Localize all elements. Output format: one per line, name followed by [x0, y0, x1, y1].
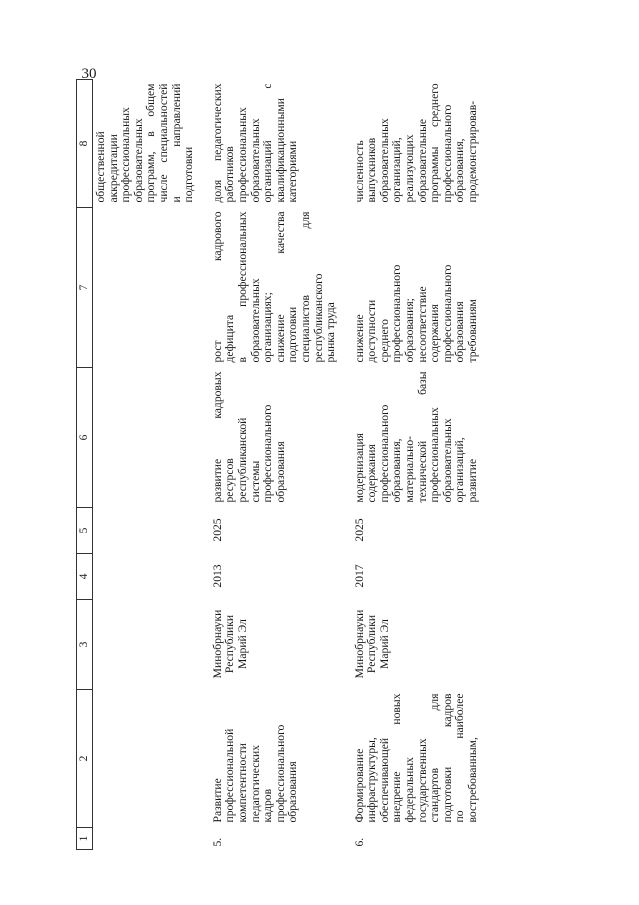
cell-line: профессионального	[377, 404, 391, 503]
cell-line: программ, в общем	[144, 83, 158, 203]
cell-line: подготовки кадров	[440, 693, 454, 823]
cell-line: категориями	[286, 140, 300, 203]
row-result	[210, 368, 352, 508]
cell-line: образования,	[390, 438, 404, 503]
program-table	[76, 79, 494, 850]
cell-line: стандартов для	[428, 693, 442, 823]
continuation-row	[93, 80, 210, 850]
cell-line: образовательные	[415, 118, 429, 203]
cell-line: рост кадрового	[210, 211, 224, 363]
col-header-7: 7	[77, 208, 93, 368]
cell-line: среднего	[377, 319, 391, 363]
cell-line: востребованным,	[466, 737, 480, 823]
cell-line: Республики	[365, 614, 379, 674]
col-header-5: 5	[77, 508, 93, 554]
cell-line: развитие кадровых	[210, 371, 224, 503]
cell-line: педагогических	[248, 744, 262, 823]
cell-line: профессионального	[390, 264, 404, 363]
cell-line: профессионального	[273, 724, 287, 823]
cell-line: Республики	[223, 614, 237, 674]
cell-line: республиканского	[311, 273, 325, 363]
cell-line: общественной	[94, 131, 107, 203]
row-indicators	[352, 80, 494, 208]
cell-line: доступности	[365, 299, 379, 363]
cell-line: образования	[273, 441, 287, 503]
table-row	[210, 80, 352, 850]
row-end-year: 2025	[352, 518, 366, 542]
cell-line: работников	[223, 146, 237, 203]
cell-line: федеральных	[403, 757, 417, 823]
cell-line: профессиональных	[428, 407, 442, 503]
cell-line: снижение качества	[273, 211, 287, 363]
row-risks	[210, 208, 352, 368]
cell-line: требованиям	[466, 299, 480, 363]
cell-line: внедрение новых	[390, 693, 404, 823]
row-ministry	[352, 600, 494, 690]
header-row	[77, 80, 93, 850]
rotated-table-page	[76, 80, 636, 850]
cell-line: содержания	[428, 304, 442, 363]
cell-line: содержания	[365, 444, 379, 503]
col-header-4: 4	[77, 554, 93, 600]
cell-line: организаций,	[390, 137, 404, 203]
cell-line: и направлений	[169, 83, 183, 203]
cell-line: Минобрнауки	[210, 609, 224, 679]
cell-line: кадров	[261, 788, 275, 823]
cell-line: Марий Эл	[235, 619, 249, 669]
col-header-8: 8	[77, 80, 93, 208]
cell-line: образовательных	[440, 418, 454, 503]
table-row	[352, 80, 494, 850]
cell-line: ресурсов	[223, 458, 237, 503]
cell-line: образовательных	[248, 278, 262, 363]
cell-line: продемонстрировав-	[466, 100, 480, 203]
cell-line: профессиональных	[235, 107, 249, 203]
cell-line: республиканской	[235, 417, 249, 503]
cell-line: профессионального	[440, 104, 454, 203]
cell-line: по наиболее	[453, 693, 467, 823]
cell-line: аккредитации	[106, 134, 120, 203]
page-number: 30	[81, 66, 97, 82]
row-number: 5.	[210, 837, 224, 847]
cell-line: профессиональных	[119, 107, 133, 203]
cell-line: обеспечивающей	[377, 737, 391, 823]
cell-line: квалификационными	[273, 98, 287, 203]
cell-line: несоответствие	[415, 286, 429, 363]
cell-line: государственных	[415, 738, 429, 823]
cell-line: дефицита	[223, 314, 237, 363]
cell-line: образования;	[403, 298, 417, 363]
cell-line: Формирование	[352, 748, 366, 823]
cell-line: рынка труда	[324, 302, 338, 363]
cell-line: образовательных	[131, 118, 145, 203]
row-risks	[352, 208, 494, 368]
cell-line: профессионального	[440, 264, 454, 363]
cell-line: подготовки	[182, 146, 196, 203]
cell-line: развитие	[466, 458, 480, 503]
cell-line: материально-	[403, 436, 417, 503]
cell-line: организациях;	[261, 292, 275, 363]
row-end-year: 2025	[210, 518, 224, 542]
cell-line: программы среднего	[428, 83, 442, 203]
cell-line: числе специальностей	[156, 83, 170, 203]
row-title	[210, 690, 352, 828]
cell-line: снижение	[352, 314, 366, 363]
cell-line: образования,	[453, 138, 467, 203]
cell-line: выпускников	[365, 137, 379, 203]
cell-line: образовательных	[377, 118, 391, 203]
cell-line: Минобрнауки	[352, 609, 366, 679]
cell-line: образования	[453, 301, 467, 363]
cell-line: технической базы	[415, 371, 429, 503]
cell-line: Развитие	[210, 778, 224, 823]
col-header-2: 2	[77, 690, 93, 828]
cell-line: компетентности	[235, 743, 249, 823]
row-start-year: 2017	[352, 564, 366, 588]
cell-line: реализующих	[403, 134, 417, 203]
cell-line: доля педагогических	[210, 83, 224, 203]
col-header-3: 3	[77, 600, 93, 690]
row-ministry	[210, 600, 352, 690]
cell-line: организаций с	[261, 83, 275, 203]
cell-line: инфраструктуры,	[365, 737, 379, 823]
row-result	[352, 368, 494, 508]
cell-line: специалистов для	[298, 211, 312, 363]
cell-line: системы	[248, 460, 262, 503]
row-number: 6.	[352, 837, 366, 847]
cell-line: профессионального	[261, 404, 275, 503]
cell-line: профессиональной	[223, 728, 237, 823]
cell-line: модернизация	[352, 432, 366, 503]
col-header-1: 1	[77, 828, 93, 850]
cell-line: образования	[286, 761, 300, 823]
cell-line: в профессиональных	[235, 211, 249, 363]
continuation-indicators	[93, 80, 210, 208]
cell-line: организаций,	[453, 437, 467, 503]
row-indicators	[210, 80, 352, 208]
cell-line: численность	[352, 140, 366, 203]
cell-line: Марий Эл	[377, 619, 391, 669]
cell-line: образовательных	[248, 118, 262, 203]
col-header-6: 6	[77, 368, 93, 508]
row-start-year: 2013	[210, 564, 224, 588]
cell-line: подготовки	[286, 306, 300, 363]
row-title	[352, 690, 494, 828]
